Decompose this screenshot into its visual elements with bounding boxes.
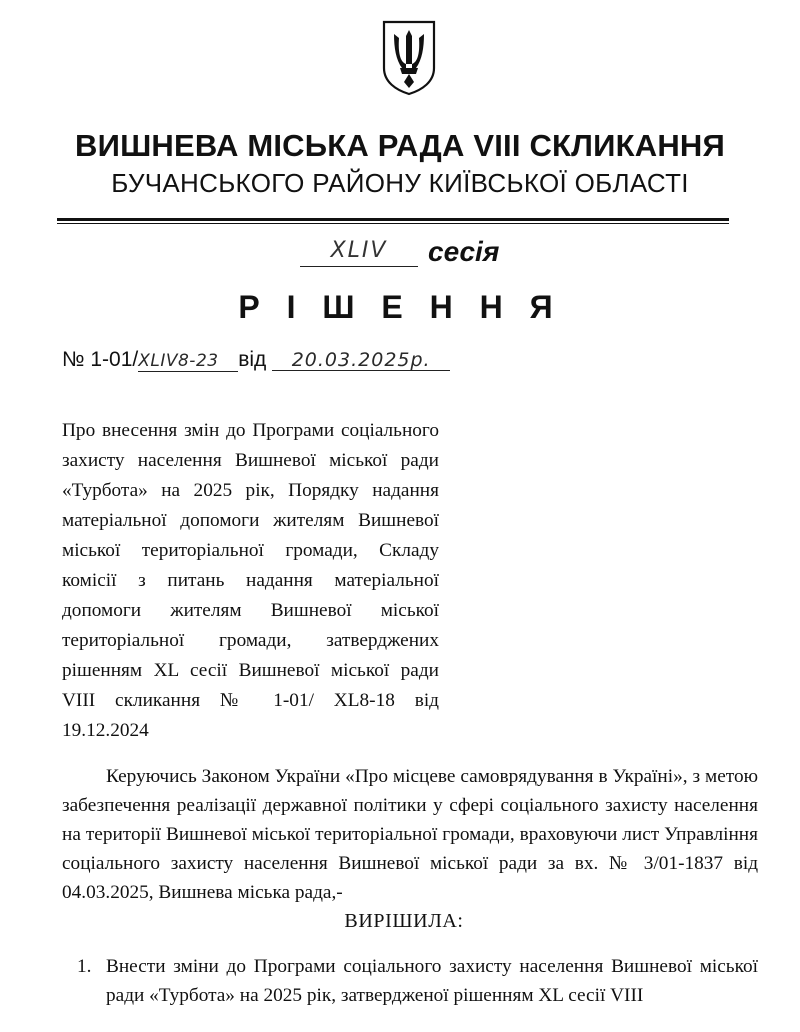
trident-coat-of-arms-icon [380, 18, 438, 96]
document-type-title: Р І Ш Е Н Н Я [238, 289, 562, 325]
registration-number-prefix: № 1-01/ [62, 348, 139, 371]
session-number-handwritten: XLIV [330, 238, 388, 263]
header-divider-thick [57, 218, 729, 221]
resolution-item [62, 952, 758, 1010]
registration-date-label: від [238, 348, 267, 371]
session-label: сесія [428, 236, 500, 267]
district-title: БУЧАНСЬКОГО РАЙОНУ КИЇВСЬКОЇ ОБЛАСТІ [111, 168, 689, 198]
resolution-item-number: 1. [77, 956, 92, 977]
resolution-item-text: Внести зміни до Програми соціального захисту населення Вишневої міської ради «Турбота» на 2025 рік, затвердженої рішенням XL сесії VIII [106, 956, 758, 1006]
decision-subject-text: Про внесення змін до Програми соціального захисту населення Вишневої міської ради «Турбота» на 2025 рік, Порядку надання матеріальної допомоги жителям Вишневої міської територіальної громади, Складу комісії з питань надання матеріальної допомоги жителям Вишневої міської територіальної громади, затверджених рішенням XL сесії Вишневої міської ради VIII скликання № 1-01/ XL8-18 від 19.12.2024 [62, 420, 439, 741]
registration-line [62, 348, 450, 372]
header-divider-thin [57, 223, 729, 224]
registration-date-handwritten: 20.03.2025р. [272, 350, 450, 371]
preamble-text: Керуючись Законом України «Про місцеве самоврядування в Україні», з метою забезпечення реалізації державної політики у сфері соціального захисту населення на території Вишневої міської територіальної громади, враховуючи лист Управління соціального захисту населення Вишневої міської ради за вх. № 3/01-1837 від 04.03.2025, Вишнева міська рада,- [62, 766, 758, 903]
resolved-heading: ВИРІШИЛА: [344, 910, 464, 932]
session-underline [300, 266, 418, 267]
council-title: ВИШНЕВА МІСЬКА РАДА VIII СКЛИКАННЯ [75, 128, 725, 163]
preamble [62, 762, 758, 907]
registration-number-handwritten: XLIV8-23 [138, 351, 238, 372]
decision-subject [62, 416, 439, 746]
